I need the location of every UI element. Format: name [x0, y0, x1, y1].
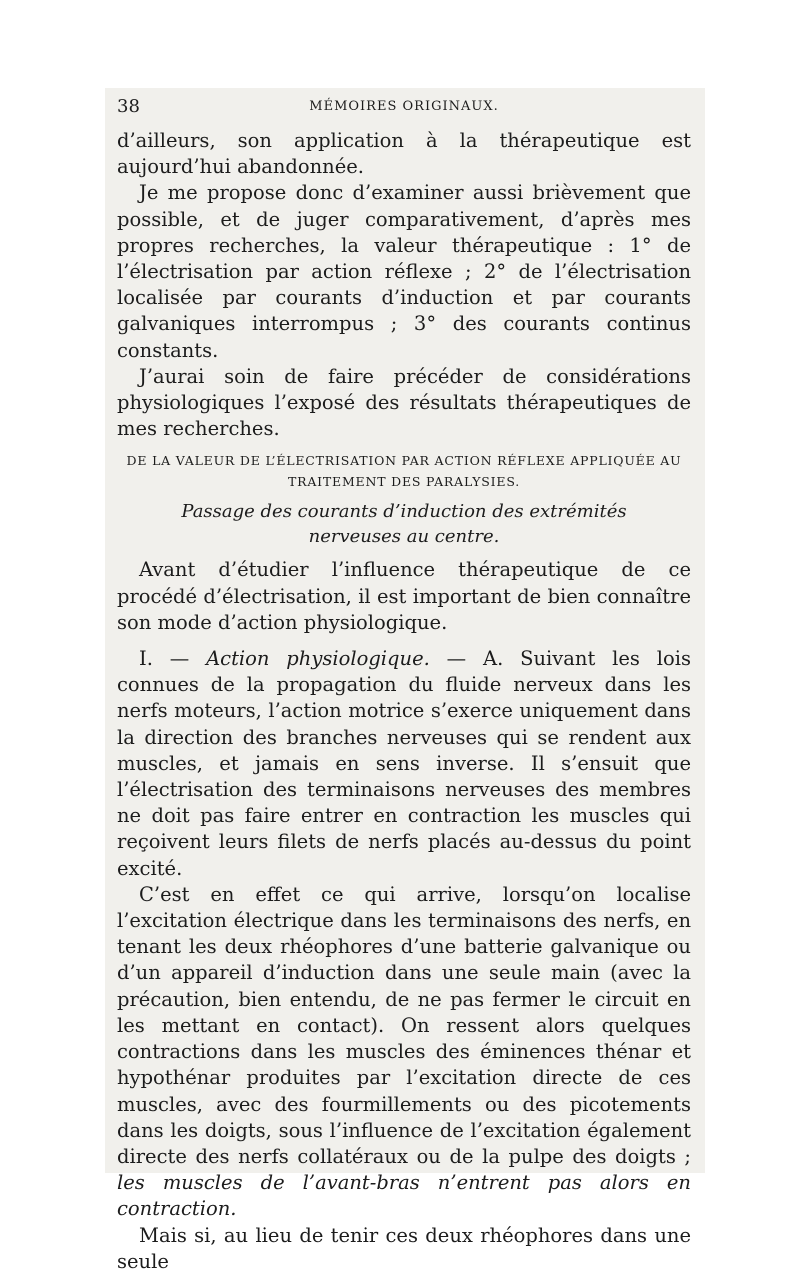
paragraph-5-lead: I. —: [139, 647, 207, 671]
page-header: [117, 96, 691, 120]
paragraph-1: d’ailleurs, son application à la thérapeutique est aujourd’hui abandonnée.: [117, 129, 691, 179]
page-number: 38: [117, 96, 140, 117]
page-content: [117, 96, 691, 1275]
paragraph-5-text: — A. Suivant les lois connues de la propagation du fluide nerveux dans les nerfs moteurs, l’action motrice s’exerce uniquement dans la direction des branches nerveuses qui se rendent aux muscles, et jamais en sens inverse. Il s’ensuit que l’électrisation des terminaisons nerveuses des membres ne doit pas faire entrer en contraction les muscles qui reçoivent leurs filets de nerfs placés au-dessus du point excité.: [117, 647, 691, 880]
section-heading: [117, 450, 691, 492]
section-heading-line-2: TRAITEMENT DES PARALYSIES.: [287, 474, 521, 490]
paragraph-5: [117, 646, 691, 882]
book-page: [105, 88, 705, 1273]
paragraph-3: J’aurai soin de faire précéder de considérations physiologiques l’exposé des résultats thérapeutiques de mes recherches.: [117, 364, 691, 441]
subheading: Passage des courants d’induction des extrémités nerveuses au centre.: [181, 501, 627, 548]
running-head: MÉMOIRES ORIGINAUX.: [309, 99, 499, 114]
paragraph-6: [117, 882, 691, 1223]
paragraph-4: Avant d’étudier l’influence thérapeutique de ce procédé d’électrisation, il est important de bien connaître son mode d’action physiologique.: [117, 558, 691, 634]
paragraph-6-italic: les muscles de l’avant-bras n’entrent pas alors en contraction.: [117, 1171, 691, 1221]
paragraph-6-text: C’est en effet ce qui arrive, lorsqu’on localise l’excitation électrique dans les terminaisons des nerfs, en tenant les deux rhéophores d’une batterie galvanique ou d’un appareil d’induction dans une seule main (avec la précaution, bien entendu, de ne pas fermer le circuit en les mettant en contact). On ressent alors quelques contractions dans les muscles des éminences thénar et hypothénar produites par l’excitation directe de ces muscles, avec des fourmillements ou des picotements dans les doigts, sous l’influence de l’excitation également directe des nerfs collatéraux ou de la pulpe des doigts ;: [117, 882, 691, 1168]
paragraph-2: Je me propose donc d’examiner aussi brièvement que possible, et de juger comparativement, d’après mes propres recherches, la valeur thérapeutique : 1° de l’électrisation par action réflexe ; 2° de l’électrisation localisée par courants d’induction et par courants galvaniques interrompus ; 3° des courants continus constants.: [117, 181, 691, 362]
paragraph-7: Mais si, au lieu de tenir ces deux rhéophores dans une seule: [117, 1223, 691, 1273]
paragraph-5-title: Action physiologique.: [206, 647, 430, 671]
section-heading-line-1: DE LA VALEUR DE L’ÉLECTRISATION PAR ACTION RÉFLEXE APPLIQUÉE AU: [126, 453, 682, 469]
